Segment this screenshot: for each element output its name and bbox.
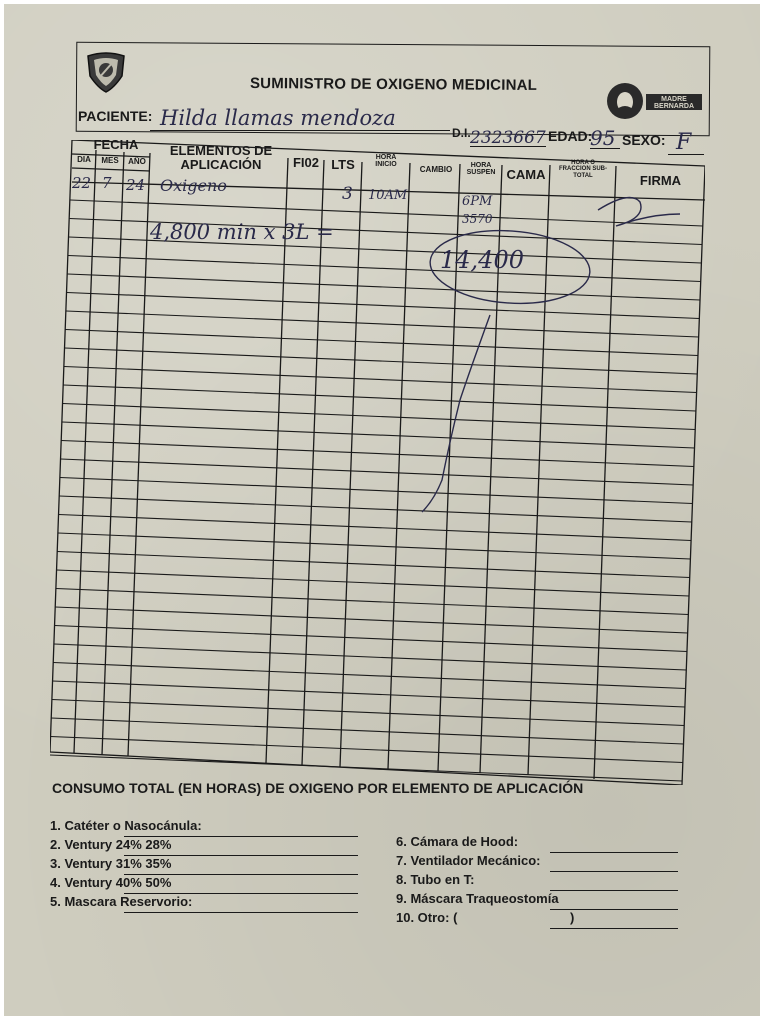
consumption-answer-line <box>550 890 678 891</box>
fio2-header: FI02 <box>292 155 319 170</box>
consumption-item-6: 6. Cámara de Hood: <box>396 834 519 849</box>
consumption-item-5: 5. Mascara Reservorio: <box>50 894 193 909</box>
hora-fraccion-header: HORA O FRACCION SUB- TOTAL <box>559 160 607 179</box>
svg-text:MADRE: MADRE <box>661 96 687 103</box>
entry-calculation: 4,800 min x 3L = <box>150 220 334 244</box>
consumption-item-3: 3. Ventury 31% 35% <box>50 856 172 871</box>
entry-mes: 7 <box>102 174 112 192</box>
dia-header: DIA <box>77 155 91 164</box>
form-title: SUMINISTRO DE OXIGENO MEDICINAL <box>249 74 538 95</box>
entry-dia: 22 <box>72 174 92 192</box>
age-value: 95 <box>590 126 616 150</box>
age-label: EDAD: <box>548 128 593 144</box>
cama-header: CAMA <box>506 167 546 182</box>
lts-header: LTS <box>331 157 355 172</box>
di-label: D.I. <box>452 126 471 140</box>
consumption-answer-line <box>550 852 678 853</box>
sex-value: F <box>676 130 692 155</box>
entry-elemento: Oxigeno <box>160 176 227 195</box>
elementos-header: ELEMENTOS DE APLICACIÓN <box>169 143 273 172</box>
hora-inicio-header: HORA INICIO <box>375 154 397 169</box>
patient-label: PACIENTE: <box>78 108 153 124</box>
consumption-item-10: 10. Otro: ( <box>396 910 458 925</box>
sex-label: SEXO: <box>622 132 666 148</box>
consumption-item-9: 9. Máscara Traqueostomía <box>396 891 559 906</box>
entry-result: 14,400 <box>440 246 524 274</box>
madre-bernarda-logo <box>606 80 702 122</box>
svg-text:BERNARDA: BERNARDA <box>653 103 695 110</box>
consumption-item-7: 7. Ventilador Mecánico: <box>396 853 541 868</box>
fecha-header: FECHA <box>93 137 139 152</box>
otro-close-paren: ) <box>570 910 575 925</box>
ano-header: AÑO <box>128 157 146 166</box>
consumption-item-1: 1. Catéter o Nasocánula: <box>50 818 202 833</box>
consumption-item-4: 4. Ventury 40% 50% <box>50 875 172 890</box>
consumption-answer-line <box>124 912 358 913</box>
hora-suspen-header: HORA SUSPEN <box>466 162 496 177</box>
consumption-answer-line <box>550 928 678 929</box>
patient-name-value: Hilda llamas mendoza <box>160 106 396 130</box>
entry-ano: 24 <box>126 176 146 194</box>
entry-hora-suspen-1: 6PM <box>462 194 493 209</box>
consumption-item-8: 8. Tubo en T: <box>396 872 475 887</box>
entry-hora-suspen-2: 3570 <box>462 212 493 226</box>
mes-header: MES <box>101 156 119 165</box>
entry-lts: 3 <box>342 184 353 204</box>
consumption-answer-line <box>550 871 678 872</box>
consumption-item-2: 2. Ventury 24% 28% <box>50 837 172 852</box>
cambio-header: CAMBIO <box>419 165 453 174</box>
patient-line <box>150 130 450 131</box>
institution-shield-logo <box>84 50 128 94</box>
totals-heading: CONSUMO TOTAL (EN HORAS) DE OXIGENO POR ELEMENTO DE APLICACIÓN <box>52 780 584 796</box>
firma-header: FIRMA <box>639 173 682 188</box>
di-value: 2323667 <box>470 128 546 148</box>
entry-hora-inicio: 10AM <box>368 188 408 203</box>
